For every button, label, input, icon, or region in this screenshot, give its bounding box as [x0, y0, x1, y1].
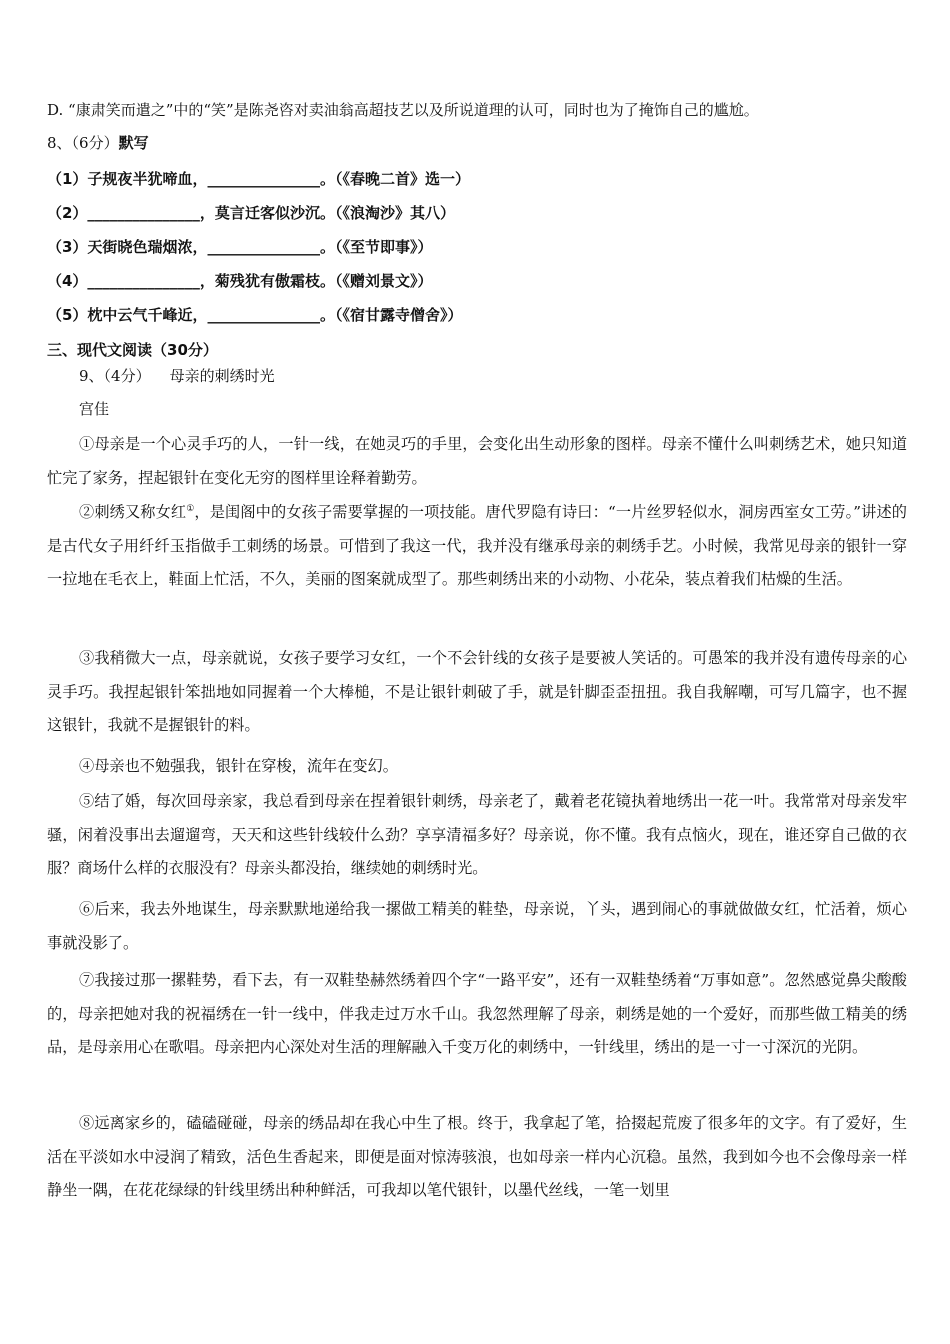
question-8-number: 8、（6分）: [47, 134, 119, 152]
footnote-marker: ①: [186, 503, 195, 514]
article-author: 宫佳: [79, 400, 110, 418]
dictation-item-1: （1）子规夜半犹啼血，_______________。（《春晚二首》选一）: [47, 170, 470, 188]
paragraph-3: ③我稍微大一点，母亲就说，女孩子要学习女红，一个不会针线的女孩子是要被人笑话的。可愚笨的我并没有遗传母亲的心灵手巧。我捏起银针笨拙地如同握着一个大棒槌，不是让银针刺破了手，就是针脚歪歪扭扭。我自我解嘲，可写几篇字，也不握这银针，我就不是握银针的料。: [47, 649, 907, 735]
paragraph-7: ⑦我接过那一摞鞋势，看下去，有一双鞋垫赫然绣着四个字“一路平安”，还有一双鞋垫绣着“万事如意”。忽然感觉鼻尖酸酸的，母亲把她对我的祝福绣在一针一线中，伴我走过万水千山。我忽然理解了母亲，刺绣是她的一个爱好，而那些做工精美的绣品，是母亲用心在歌唱。母亲把内心深处对生活的理解融入千变万化的刺绣中，一针线里，绣出的是一寸一寸深沉的光阴。: [47, 971, 907, 1057]
paragraph-5: ⑤结了婚，每次回母亲家，我总看到母亲在捏着银针刺绣，母亲老了，戴着老花镜执着地绣出一花一叶。我常常对母亲发牢骚，闲着没事出去遛遛弯，天天和这些针线较什么劲？享享清福多好？母亲说，你不懂。我有点恼火，现在，谁还穿自己做的衣服？商场什么样的衣服没有？母亲头都没抬，继续她的刺绣时光。: [47, 792, 907, 878]
paragraph-1: ①母亲是一个心灵手巧的人，一针一线，在她灵巧的手里，会变化出生动形象的图样。母亲不懂什么叫刺绣艺术，她只知道忙完了家务，捏起银针在变化无穷的图样里诠释着勤劳。: [47, 435, 907, 487]
dictation-item-4: （4）_______________，菊残犹有傲霜枝。（《赠刘景文》）: [47, 272, 433, 290]
dictation-item-2: （2）_______________，莫言迁客似沙沉。（《浪淘沙》其八）: [47, 204, 455, 222]
paragraph-2: [47, 496, 907, 597]
question-8-header: [47, 132, 149, 154]
paragraph-8: ⑧远离家乡的，磕磕碰碰，母亲的绣品却在我心中生了根。终于，我拿起了笔，拾掇起荒废了很多年的文字。有了爱好，生活在平淡如水中浸润了精致，活色生香起来，即便是面对惊涛骇浪，也如母亲一样内心沉稳。虽然，我到如今也不会像母亲一样静坐一隅，在花花绿绿的针线里绣出种种鲜活，可我却以笔代银针，以墨代丝线，一笔一划里: [47, 1114, 907, 1200]
paragraph-2-rest: ，是闺阁中的女孩子需要掌握的一项技能。唐代罗隐有诗曰：“一片丝罗轻似水，洞房西室女工劳。”讲述的是古代女子用纤纤玉指做手工刺绣的场景。可惜到了我这一代，我并没有继承母亲的刺绣手艺。小时候，我常见母亲的银针一穿一拉地在毛衣上，鞋面上忙活，不久，美丽的图案就成型了。那些刺绣出来的小动物、小花朵，装点着我们枯燥的生活。: [47, 503, 907, 589]
option-d: D. “康肃笑而遣之”中的“笑”是陈尧咨对卖油翁高超技艺以及所说道理的认可，同时也为了掩饰自己的尴尬。: [47, 101, 759, 119]
section-3-title: 三、现代文阅读（30分）: [47, 341, 218, 359]
paragraph-2-start: ②刺绣又称女红: [79, 503, 187, 521]
question-9-header: 9、（4分） 母亲的刺绣时光: [79, 367, 275, 385]
paragraph-4: ④母亲也不勉强我，银针在穿梭，流年在变幻。: [79, 757, 398, 775]
dictation-item-3: （3）天街晓色瑞烟浓，_______________。（《至节即事》）: [47, 238, 433, 256]
paragraph-6: ⑥后来，我去外地谋生，母亲默默地递给我一摞做工精美的鞋垫，母亲说，丫头，遇到闹心的事就做做女红，忙活着，烦心事就没影了。: [47, 900, 907, 952]
dictation-item-5: （5）枕中云气千峰近，_______________。（《宿甘露寺僧舍》）: [47, 306, 463, 324]
question-8-title: 默写: [118, 134, 149, 152]
